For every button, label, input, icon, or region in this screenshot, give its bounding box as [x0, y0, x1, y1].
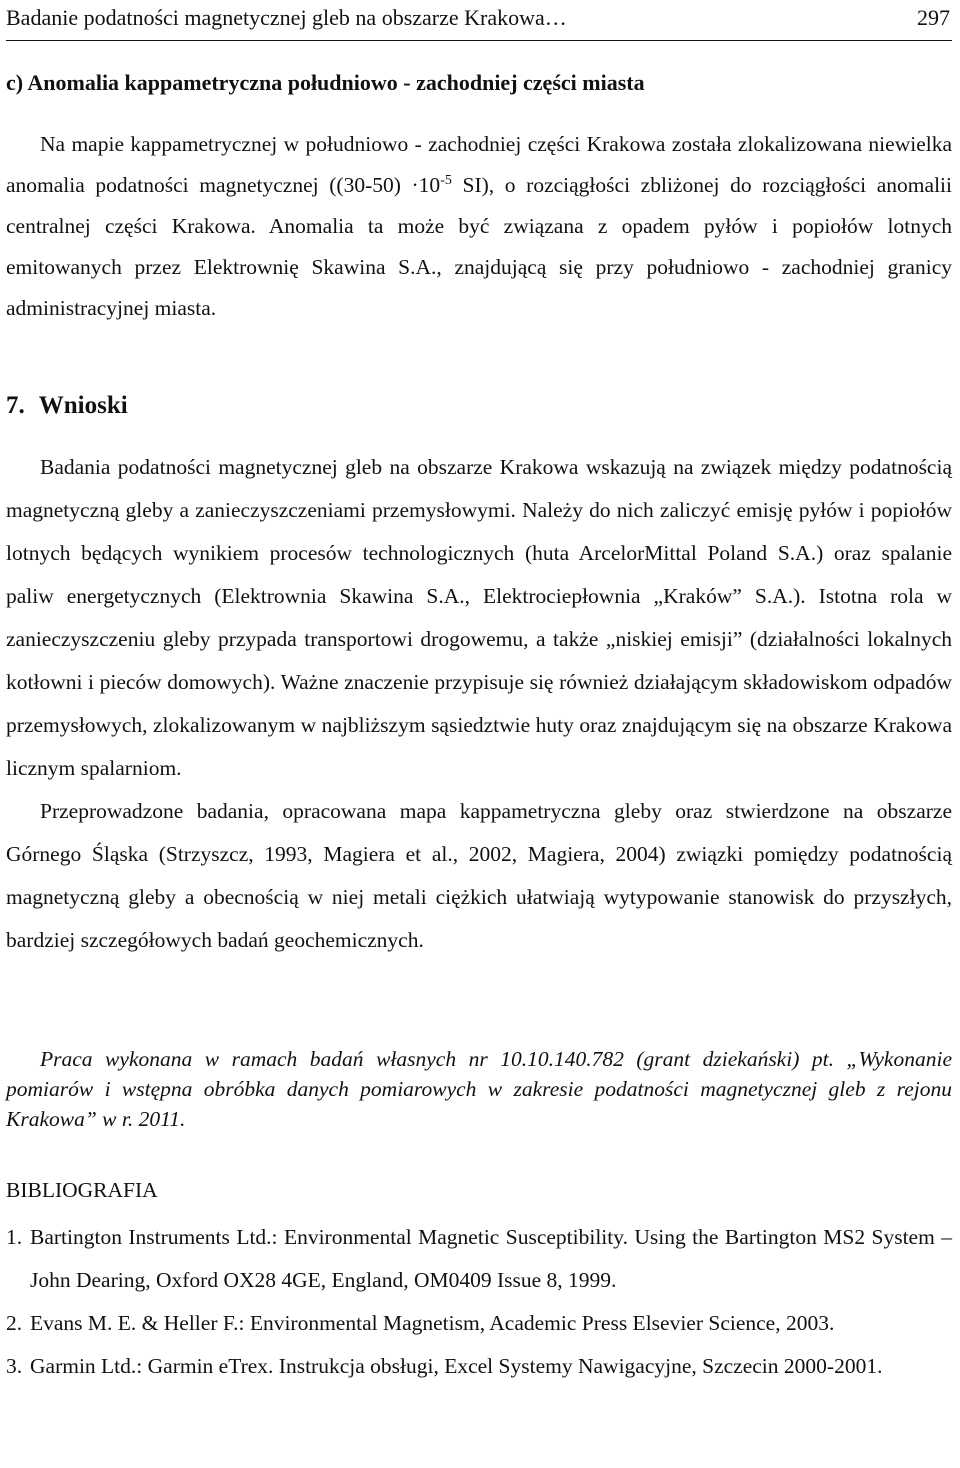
running-header [6, 0, 952, 41]
entry-text: Garmin Ltd.: Garmin eTrex. Instrukcja obsługi, Excel Systemy Nawigacyjne, Szczecin 2000-2001. [30, 1354, 883, 1378]
conclusions-paragraph-2: Przeprowadzone badania, opracowana mapa kappametryczna gleby oraz stwierdzone na obszarze Górnego Śląska (Strzyszcz, 1993, Magiera et al., 2002, Magiera, 2004) związki pomiędzy podatnością magnetyczną gleby a obecnością w niej metali ciężkich ułatwiają wytypowanie stanowisk do przyszłych, bardziej szczegółowych badań geochemicznych. [6, 799, 952, 952]
bibliography-heading: BIBLIOGRAFIA [6, 1178, 158, 1202]
paragraph-part-b: SI), o rozciągłości zbliżonej do rozciągłości anomalii centralnej części Krakowa. Anomalia ta może być związana z opadem pyłów i popiołów lotnych emitowanych przez Elektrownię Skawina S.A., znajdującą się przy południowo - zachodniej granicy administracyjnej miasta. [6, 173, 952, 320]
subsection-paragraph [6, 124, 952, 329]
page-number: 297 [917, 5, 950, 30]
exponent: -5 [440, 172, 452, 188]
entry-number: 3. [6, 1354, 23, 1378]
entry-text: Bartington Instruments Ltd.: Environmental Magnetic Susceptibility. Using the Bartington MS2 System – John Dearing, Oxford OX28 4GE, England, OM0409 Issue 8, 1999. [30, 1225, 952, 1292]
section-title: Wnioski [38, 392, 128, 419]
bibliography-entry [6, 1302, 952, 1345]
bibliography-entry [6, 1216, 952, 1302]
entry-text: Evans M. E. & Heller F.: Environmental Magnetism, Academic Press Elsevier Science, 2003. [30, 1311, 835, 1335]
bibliography-entry [6, 1345, 952, 1388]
bibliography-list [6, 1216, 952, 1388]
paragraph-part-a: Na mapie kappametrycznej w południowo - zachodniej części Krakowa została zlokalizowana niewielka anomalia podatności magnetycznej ((30-50) ·10 [6, 132, 952, 197]
grant-note-text: Praca wykonana w ramach badań własnych nr 10.10.140.782 (grant dziekański) pt. „Wykonanie pomiarów i wstępna obróbka danych pomiarowych w zakresie podatności magnetycznej gleb z rejonu Krakowa” w r. 2011. [6, 1047, 952, 1131]
section-number: 7. [6, 392, 25, 419]
entry-number: 2. [6, 1311, 23, 1335]
grant-note [6, 1044, 952, 1134]
conclusions-paragraph-1: Badania podatności magnetycznej gleb na obszarze Krakowa wskazują na związek między podatnością magnetyczną gleby a zanieczyszczeniami przemysłowymi. Należy do nich zaliczyć emisję pyłów i popiołów lotnych będących wynikiem procesów technologicznych (huta ArcelorMittal Poland S.A.) oraz spalanie paliw energetycznych (Elektrownia Skawina S.A., Elektrociepłownia „Kraków” S.A.). Istotna rola w zanieczyszczeniu gleby przypada transportowi drogowemu, a także „niskiej emisji” (działalności lokalnych kotłowni i pieców domowych). Ważne znaczenie przypisuje się również działającym składowiskom odpadów przemysłowych, zlokalizowanym w najbliższym sąsiedztwie huty oraz znajdującym się na obszarze Krakowa licznym spalarniom. [6, 455, 952, 780]
running-header-title: Badanie podatności magnetycznej gleb na obszarze Krakowa… [6, 5, 567, 30]
subsection-body [6, 124, 952, 329]
section-heading [6, 392, 952, 420]
section-body [6, 446, 952, 962]
subsection-title: c) Anomalia kappametryczna południowo - zachodniej części miasta [6, 70, 645, 95]
entry-number: 1. [6, 1225, 23, 1249]
